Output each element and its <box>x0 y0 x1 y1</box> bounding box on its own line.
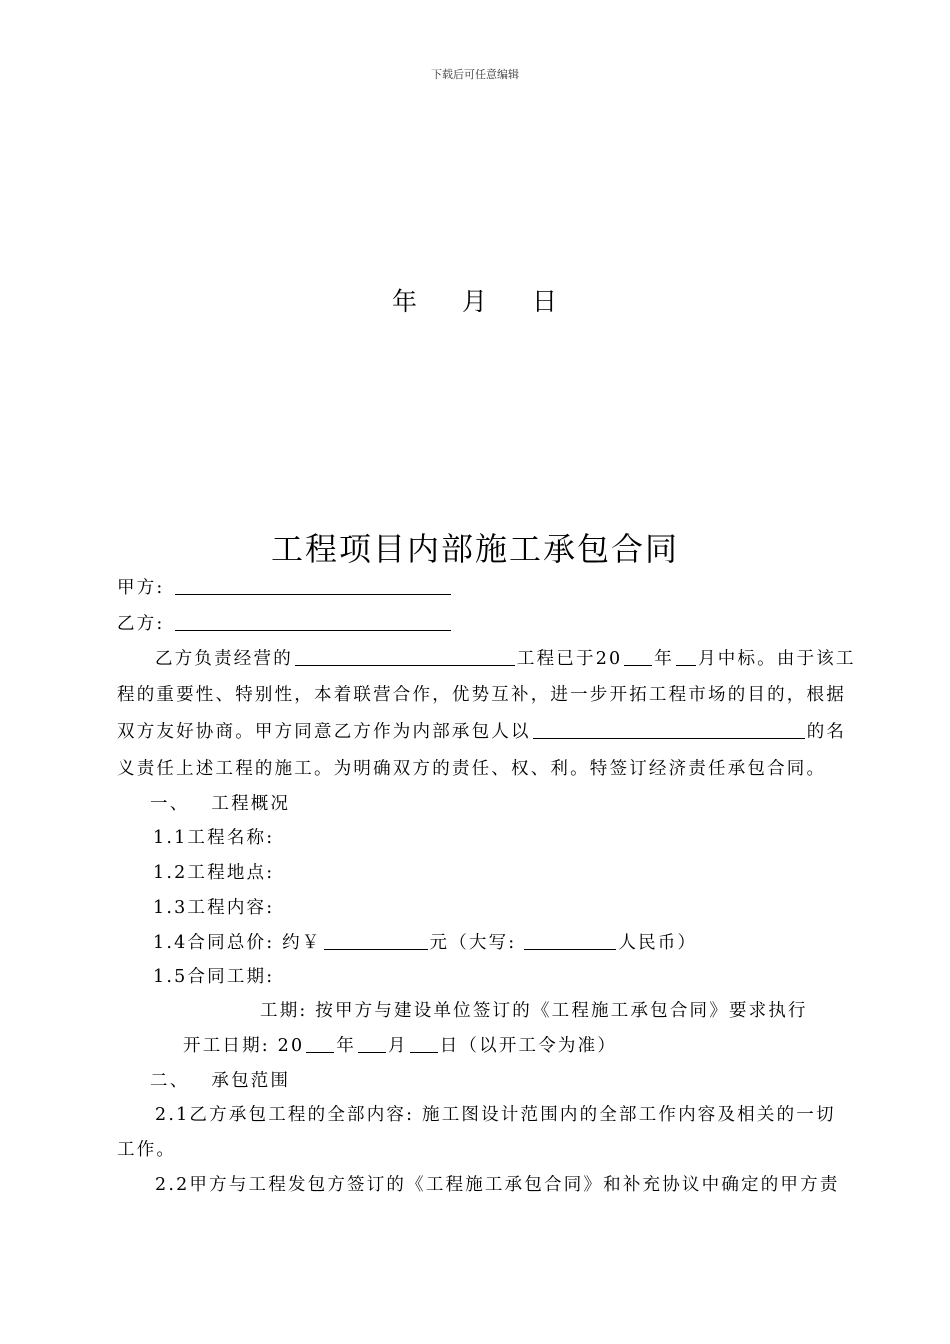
section-2-heading <box>150 1067 290 1092</box>
party-b-line <box>117 610 453 635</box>
party-a-label: 甲方: <box>117 578 165 598</box>
date-year: 年 <box>391 287 418 316</box>
item-1-4 <box>153 929 697 954</box>
start-date-text: 月 <box>388 1036 408 1056</box>
price-label: 1.4合同总价: 约￥ <box>153 933 322 953</box>
party-b-blank <box>175 613 451 632</box>
intro-text: 的名 <box>806 722 847 742</box>
start-year-blank <box>306 1035 334 1054</box>
price-words-blank <box>524 932 616 951</box>
start-day-blank <box>410 1035 438 1054</box>
party-a-blank <box>175 577 451 596</box>
start-date-text: 开工日期: 20 <box>183 1036 305 1056</box>
month-blank <box>676 648 696 667</box>
start-date-text: 日（以开工令为准） <box>439 1036 618 1056</box>
date-month: 月 <box>461 287 488 316</box>
contract-title: 工程项目内部施工承包合同 <box>270 530 679 568</box>
item-2-1-line-1: 2.1乙方承包工程的全部内容: 施工图设计范围内的全部工作内容及相关的一切 <box>155 1105 836 1125</box>
price-currency: 人民币） <box>618 933 698 953</box>
intro-line-4: 义责任上述工程的施工。为明确双方的责任、权、利。特签订经济责任承包合同。 <box>117 759 827 779</box>
date-day: 日 <box>532 287 559 316</box>
start-month-blank <box>358 1035 386 1054</box>
intro-text: 月中标。由于该工 <box>698 649 856 669</box>
start-date-line <box>183 1032 617 1057</box>
contractor-name-blank <box>533 721 805 740</box>
date-line <box>0 282 950 318</box>
intro-text: 双方友好协商。甲方同意乙方作为内部承包人以 <box>117 722 531 742</box>
item-2-2-line-1: 2.2甲方与工程发包方签订的《工程施工承包合同》和补充协议中确定的甲方责 <box>155 1175 840 1195</box>
section-1-heading <box>150 790 290 815</box>
item-1-1: 1.1工程名称: <box>153 828 275 848</box>
project-name-blank <box>295 648 515 667</box>
intro-text: 工程已于20 <box>516 649 623 669</box>
item-2-1-line-2: 工作。 <box>117 1140 177 1160</box>
item-1-2: 1.2工程地点: <box>153 863 275 883</box>
section-title: 工程概况 <box>211 794 291 814</box>
intro-line-1 <box>155 645 856 670</box>
item-1-3: 1.3工程内容: <box>153 898 275 918</box>
intro-text: 年 <box>654 649 675 669</box>
party-b-label: 乙方: <box>117 614 165 634</box>
intro-line-2: 程的重要性、特别性，本着联营合作，优势互补，进一步开拓工程市场的目的，根据 <box>117 685 846 705</box>
party-a-line <box>117 574 453 599</box>
year-blank <box>624 648 652 667</box>
section-number: 二、 <box>150 1071 190 1091</box>
price-number-blank <box>324 932 428 951</box>
intro-line-3 <box>117 718 846 743</box>
intro-text: 乙方负责经营的 <box>155 649 293 669</box>
start-date-text: 年 <box>336 1036 357 1056</box>
price-words-label: 元（大写: <box>429 933 517 953</box>
period-line: 工期: 按甲方与建设单位签订的《工程施工承包合同》要求执行 <box>260 1001 808 1021</box>
item-1-5: 1.5合同工期: <box>153 967 275 987</box>
header-note: 下载后可任意编辑 <box>431 68 519 81</box>
section-title: 承包范围 <box>211 1071 291 1091</box>
section-number: 一、 <box>150 794 190 814</box>
